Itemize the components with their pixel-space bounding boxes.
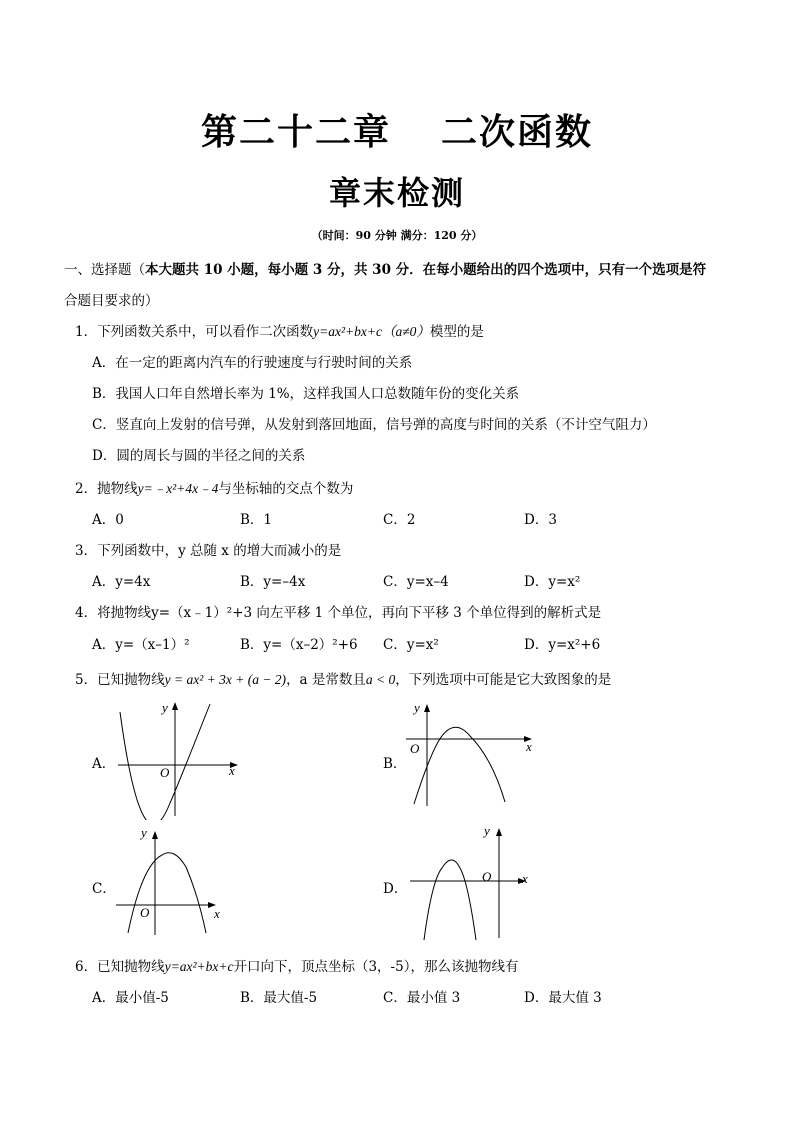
q6-stem-post: 开口向下，顶点坐标（3，-5），那么该抛物线有 [233, 959, 519, 975]
origin-label: O [410, 741, 420, 756]
q3-option-d[interactable]: D．y=x² [524, 574, 581, 590]
q5-option-d-label[interactable]: D． [383, 881, 408, 897]
q5-stem-post: ，下列选项中可能是它大致图象的是 [395, 672, 612, 688]
exam-meta: （时间：90 分钟 满分：120 分） [311, 229, 483, 242]
q2-option-d[interactable]: D．3 [524, 512, 557, 528]
q1-formula: y=ax²+bx+c（a≠0） [313, 324, 430, 339]
q1-stem-post: 模型的是 [429, 324, 484, 340]
section-heading-a: 一、选择题（ [64, 262, 145, 278]
parabola-curve [120, 704, 210, 820]
q4-option-d[interactable]: D．y=x²+6 [524, 637, 601, 653]
q4-option-a[interactable]: A．y=（x–1）² [92, 637, 190, 653]
question-3-stem: 3．下列函数中，y 总随 x 的增大而减小的是 [75, 543, 342, 559]
question-1-stem [75, 320, 484, 340]
parabola-curve [424, 860, 476, 940]
q5-graph-c[interactable] [112, 825, 242, 941]
q4-option-b[interactable]: B．y=（x–2）²+6 [240, 637, 358, 653]
question-4-stem: 4．将抛物线y=（x﹣1）²+3 向左平移 1 个单位，再向下平移 3 个单位得到的解析式是 [75, 605, 602, 621]
q2-option-c[interactable]: C．2 [383, 512, 416, 528]
y-axis-label: y [141, 825, 147, 840]
q1-option-d[interactable]: D．圆的周长与圆的半径之间的关系 [92, 448, 306, 464]
parabola-curve [128, 853, 206, 933]
q2-option-a[interactable]: A．0 [92, 512, 124, 528]
q5-formula: y = ax² + 3x + (a − 2) [164, 672, 287, 687]
q6-option-b[interactable]: B．最大值-5 [240, 990, 318, 1006]
q5-stem-pre: 5．已知抛物线 [75, 672, 165, 688]
origin-label: O [160, 765, 170, 780]
origin-label: O [482, 869, 492, 884]
q6-option-d[interactable]: D．最大值 3 [524, 990, 602, 1006]
q1-option-b[interactable]: B．我国人口年自然增长率为 1%，这样我国人口总数随年份的变化关系 [92, 386, 520, 402]
y-axis-label: y [414, 700, 420, 715]
q1-stem-pre: 1．下列函数关系中，可以看作二次函数 [75, 324, 314, 340]
y-arrow-icon [424, 704, 430, 712]
chapter-title [0, 104, 794, 155]
section-heading-cont: 合题目要求的） [64, 293, 159, 309]
q1-option-a[interactable]: A．在一定的距离内汽车的行驶速度与行驶时间的关系 [92, 355, 413, 371]
q6-formula: y=ax²+bx+c [164, 959, 234, 974]
q5-option-b-label[interactable]: B． [383, 756, 407, 772]
q5-graph-a[interactable] [112, 698, 252, 820]
page-subtitle: 章末检测 [328, 174, 465, 212]
section-heading-bold2: 四个 [517, 262, 545, 278]
origin-label: O [140, 905, 150, 920]
y-arrow-icon [496, 828, 502, 836]
q3-option-a[interactable]: A．y=4x [92, 574, 151, 590]
section-heading-b: 选项中，只有一个选项是符 [544, 262, 707, 278]
section-heading [64, 258, 706, 278]
question-2-stem [75, 477, 353, 497]
q5-graph-d[interactable] [402, 820, 542, 944]
y-axis-label: y [162, 700, 168, 715]
q6-option-a[interactable]: A．最小值-5 [92, 990, 169, 1006]
q6-option-c[interactable]: C．最小值 3 [383, 990, 461, 1006]
q3-option-b[interactable]: B．y=–4x [240, 574, 306, 590]
question-5-stem [75, 668, 611, 688]
q6-stem-pre: 6．已知抛物线 [75, 959, 165, 975]
y-arrow-icon [172, 702, 178, 710]
q5-stem-mid: ，a 是常数且 [286, 672, 366, 688]
q5-condition: a < 0 [365, 672, 396, 687]
chapter-number: 第二十二章 [200, 112, 391, 153]
q5-option-a-label[interactable]: A． [92, 756, 116, 772]
q1-option-c[interactable]: C．竖直向上发射的信号弹，从发射到落回地面，信号弹的高度与时间的关系（不计空气阻力） [92, 417, 656, 433]
q3-option-c[interactable]: C．y=x–4 [383, 574, 449, 590]
q2-option-b[interactable]: B．1 [240, 512, 273, 528]
x-axis-label: x [522, 871, 528, 886]
x-axis-label: x [229, 763, 235, 778]
question-6-stem [75, 955, 518, 975]
q5-graph-b[interactable] [402, 698, 542, 810]
q2-formula: y=﹣x²+4x﹣4 [137, 481, 219, 496]
q2-stem-post: 与坐标轴的交点个数为 [218, 481, 354, 497]
chapter-name: 二次函数 [441, 112, 594, 153]
q5-option-c-label[interactable]: C． [92, 881, 116, 897]
y-arrow-icon [152, 831, 158, 839]
q4-option-c[interactable]: C．y=x² [383, 637, 439, 653]
q2-stem-pre: 2．抛物线 [75, 481, 138, 497]
x-axis-label: x [526, 739, 532, 754]
x-axis-label: x [214, 906, 220, 921]
section-heading-bold1: 本大题共 10 小题，每小题 3 分，共 30 分．在每小题给出的 [145, 262, 518, 278]
y-axis-label: y [484, 823, 490, 838]
